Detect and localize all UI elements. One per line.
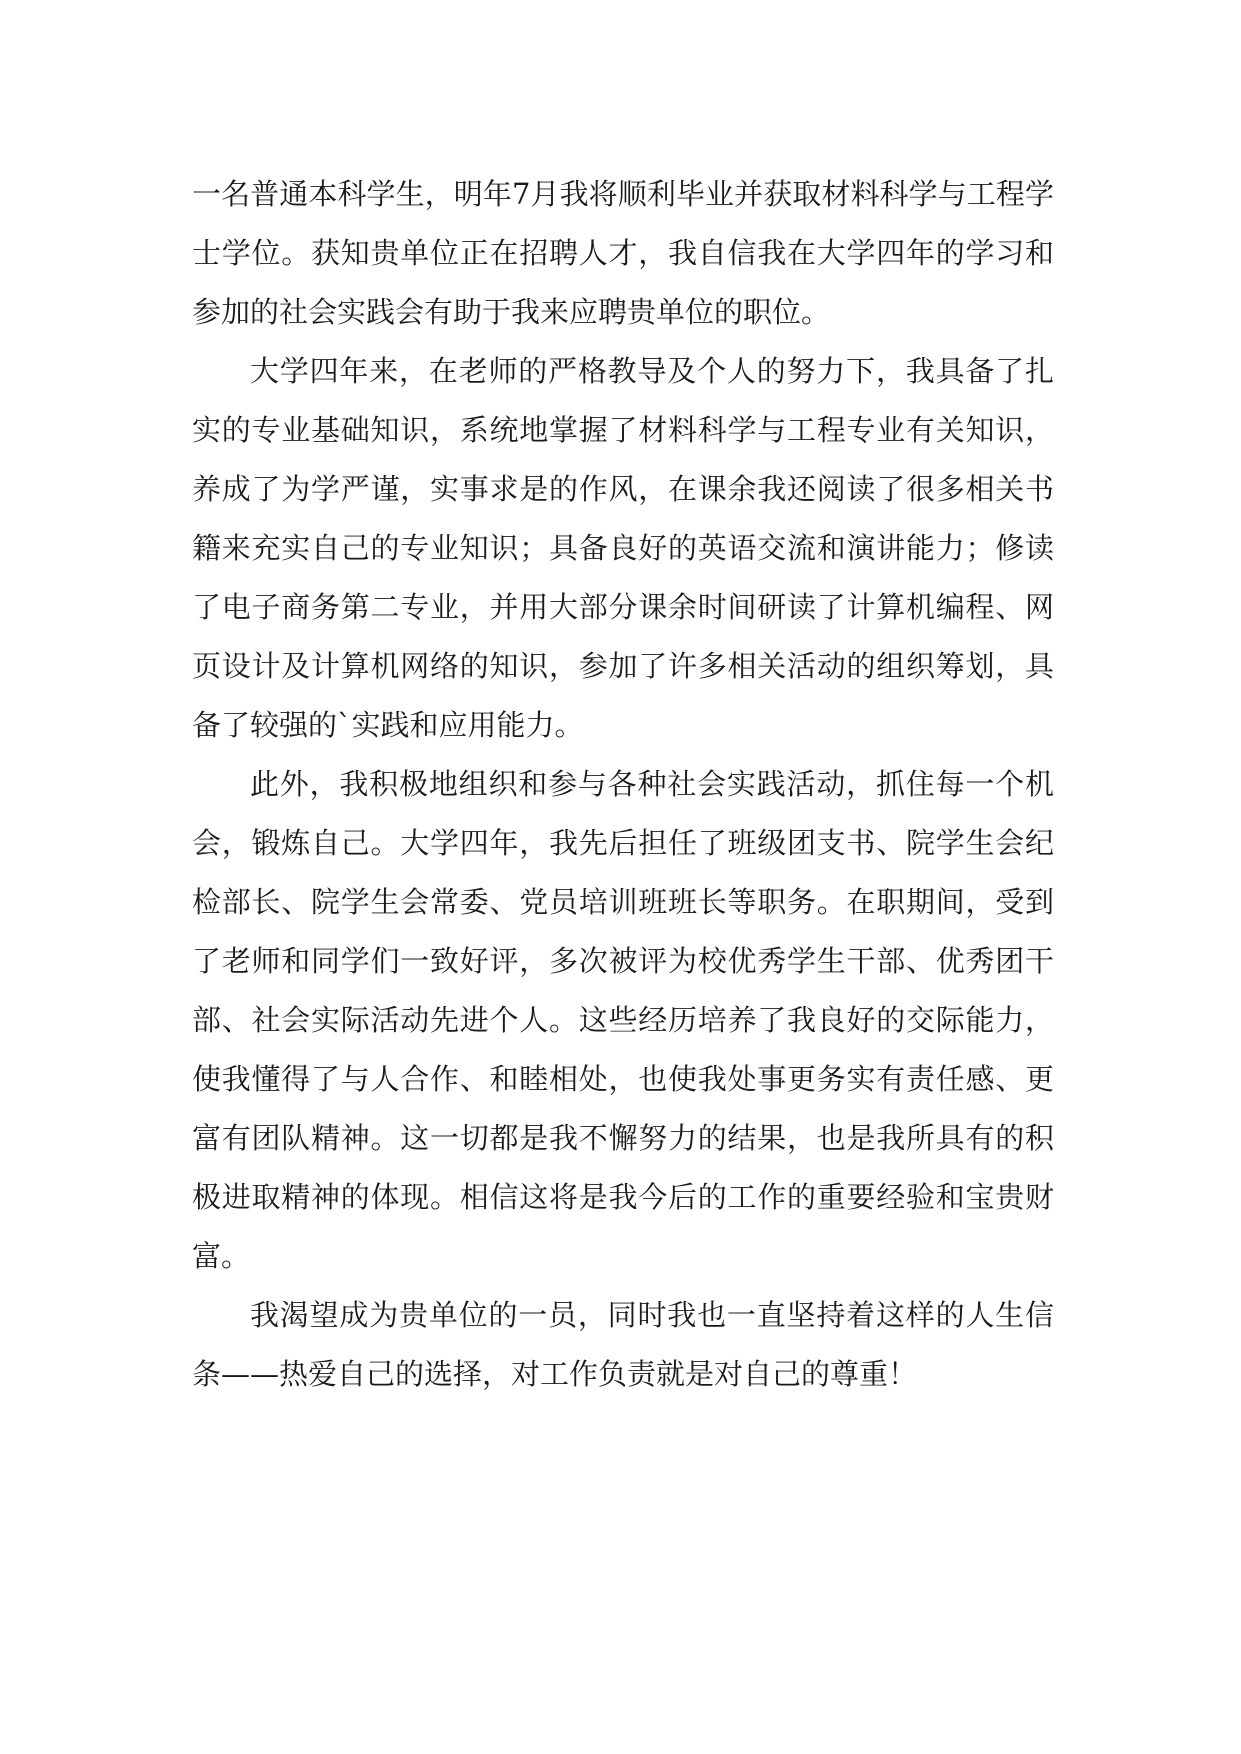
document-body <box>192 165 1054 1404</box>
paragraph-academic: 大学四年来，在老师的严格教导及个人的努力下，我具备了扎实的专业基础知识，系统地掌握了材料科学与工程专业有关知识，养成了为学严谨，实事求是的作风，在课余我还阅读了很多相关书籍来充实自己的专业知识；具备良好的英语交流和演讲能力；修读了电子商务第二专业，并用大部分课余时间研读了计算机编程、网页设计及计算机网络的知识，参加了许多相关活动的组织筹划，具备了较强的`实践和应用能力。 <box>192 354 1054 742</box>
paragraph-intro-continued: 一名普通本科学生，明年7月我将顺利毕业并获取材料科学与工程学士学位。获知贵单位正在招聘人才，我自信我在大学四年的学习和参加的社会实践会有助于我来应聘贵单位的职位。 <box>192 177 1054 329</box>
paragraph-closing: 我渴望成为贵单位的一员，同时我也一直坚持着这样的人生信条——热爱自己的选择，对工作负责就是对自己的尊重！ <box>192 1298 1054 1391</box>
paragraph-activities: 此外，我积极地组织和参与各种社会实践活动，抓住每一个机会，锻炼自己。大学四年，我先后担任了班级团支书、院学生会纪检部长、院学生会常委、党员培训班班长等职务。在职期间，受到了老师和同学们一致好评，多次被评为校优秀学生干部、优秀团干部、社会实际活动先进个人。这些经历培养了我良好的交际能力，使我懂得了与人合作、和睦相处，也使我处事更务实有责任感、更富有团队精神。这一切都是我不懈努力的结果，也是我所具有的积极进取精神的体现。相信这将是我今后的工作的重要经验和宝贵财富。 <box>192 767 1054 1273</box>
